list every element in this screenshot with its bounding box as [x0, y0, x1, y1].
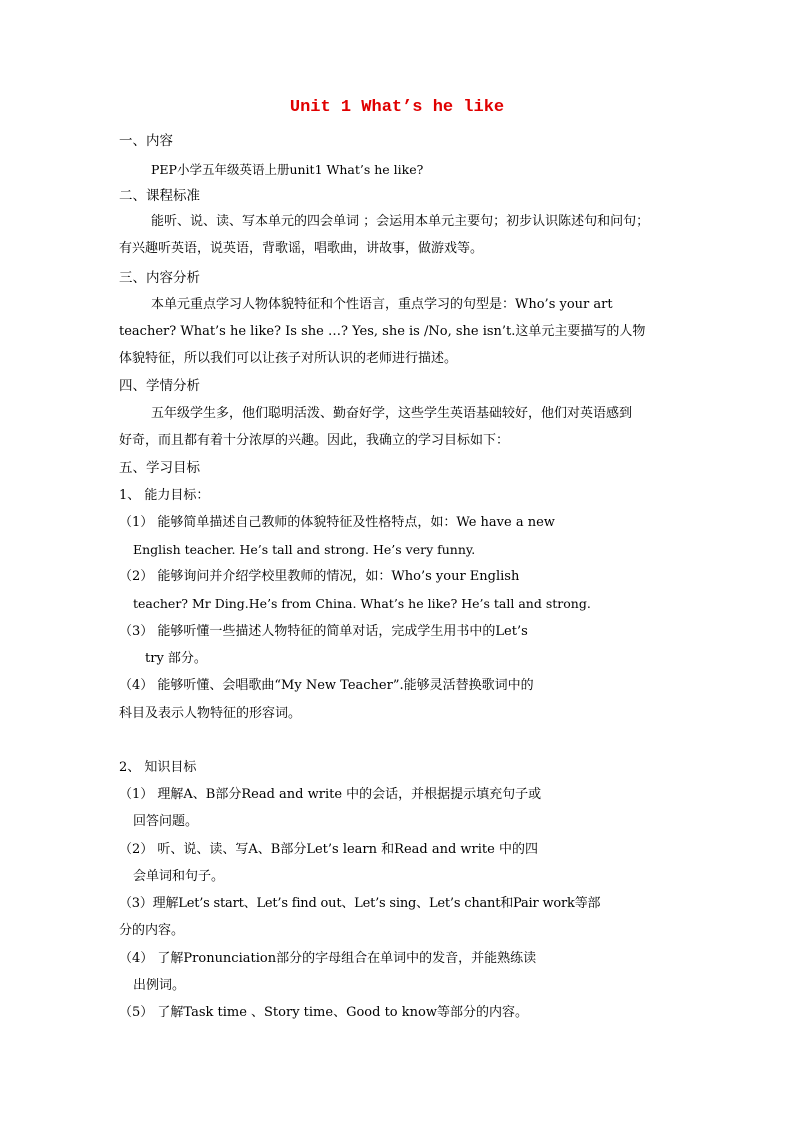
list-item: （4） 能够听懂、会唱歌曲“My New Teacher”.能够灵活替换歌词中的: [119, 678, 534, 693]
paragraph-line: 有兴趣听英语，说英语，背歌谣，唱歌曲，讲故事，做游戏等。: [119, 241, 484, 256]
list-item: （1） 能够简单描述自己教师的体貌特征及性格特点，如：We have a new: [119, 515, 555, 530]
paragraph-line: 本单元重点学习人物体貌特征和个性语言，重点学习的句型是：Who’s your art: [151, 297, 613, 312]
paragraph-line: teacher? What’s he like? Is she …? Yes, she is /No, she isn’t.这单元主要描写的人物: [119, 324, 646, 339]
paragraph-line: 五年级学生多，他们聪明活泼、勤奋好学，这些学生英语基础较好，他们对英语感到: [151, 406, 633, 421]
list-item-continuation: English teacher. He’s tall and strong. He’s very funny.: [133, 542, 476, 557]
list-item-continuation: teacher? Mr Ding.He’s from China. What’s he like? He’s tall and strong.: [133, 596, 591, 611]
section-heading-learners: 四、学情分析: [119, 378, 200, 394]
list-item: （5） 了解Task time 、Story time、Good to know等部分的内容。: [119, 1005, 528, 1020]
document-title: Unit 1 What’s he like: [289, 98, 505, 117]
list-item-continuation: 回答问题。: [133, 814, 199, 829]
list-item-continuation: try 部分。: [145, 651, 207, 666]
section-heading-content: 一、内容: [119, 133, 173, 149]
list-item: （4） 了解Pronunciation部分的字母组合在单词中的发音，并能熟练读: [119, 951, 537, 966]
list-item: （2） 能够询问并介绍学校里教师的情况，如：Who’s your English: [119, 569, 520, 584]
list-item-continuation: 出例词。: [133, 978, 186, 993]
subheading-ability: 1、 能力目标：: [119, 488, 210, 503]
section-heading-standard: 二、课程标准: [119, 188, 200, 204]
list-item: （2） 听、说、读、写A、B部分Let’s learn 和Read and write 中的四: [119, 842, 538, 857]
list-item-continuation: 科目及表示人物特征的形容词。: [119, 706, 302, 721]
list-item: （1） 理解A、B部分Read and write 中的会话，并根据提示填充句子或: [119, 787, 542, 802]
section-heading-analysis: 三、内容分析: [119, 270, 200, 286]
paragraph-line: PEP小学五年级英语上册unit1 What’s he like?: [151, 162, 424, 177]
list-item-continuation: 会单词和句子。: [133, 869, 225, 884]
paragraph-line: 体貌特征，所以我们可以让孩子对所认识的老师进行描述。: [119, 351, 458, 366]
paragraph-line: 好奇，而且都有着十分浓厚的兴趣。因此，我确立的学习目标如下：: [119, 433, 510, 448]
list-item: （3） 能够听懂一些描述人物特征的简单对话，完成学生用书中的Let’s: [119, 624, 528, 639]
section-heading-goals: 五、学习目标: [119, 460, 200, 476]
list-item: （3）理解Let’s start、Let’s find out、Let’s sing、Let’s chant和Pair work等部: [119, 896, 601, 911]
subheading-knowledge: 2、 知识目标: [119, 760, 197, 775]
list-item-continuation: 分的内容。: [119, 923, 185, 938]
paragraph-line: 能听、说、读、写本单元的四会单词 ；会运用本单元主要句；初步认识陈述句和问句；: [151, 214, 650, 229]
